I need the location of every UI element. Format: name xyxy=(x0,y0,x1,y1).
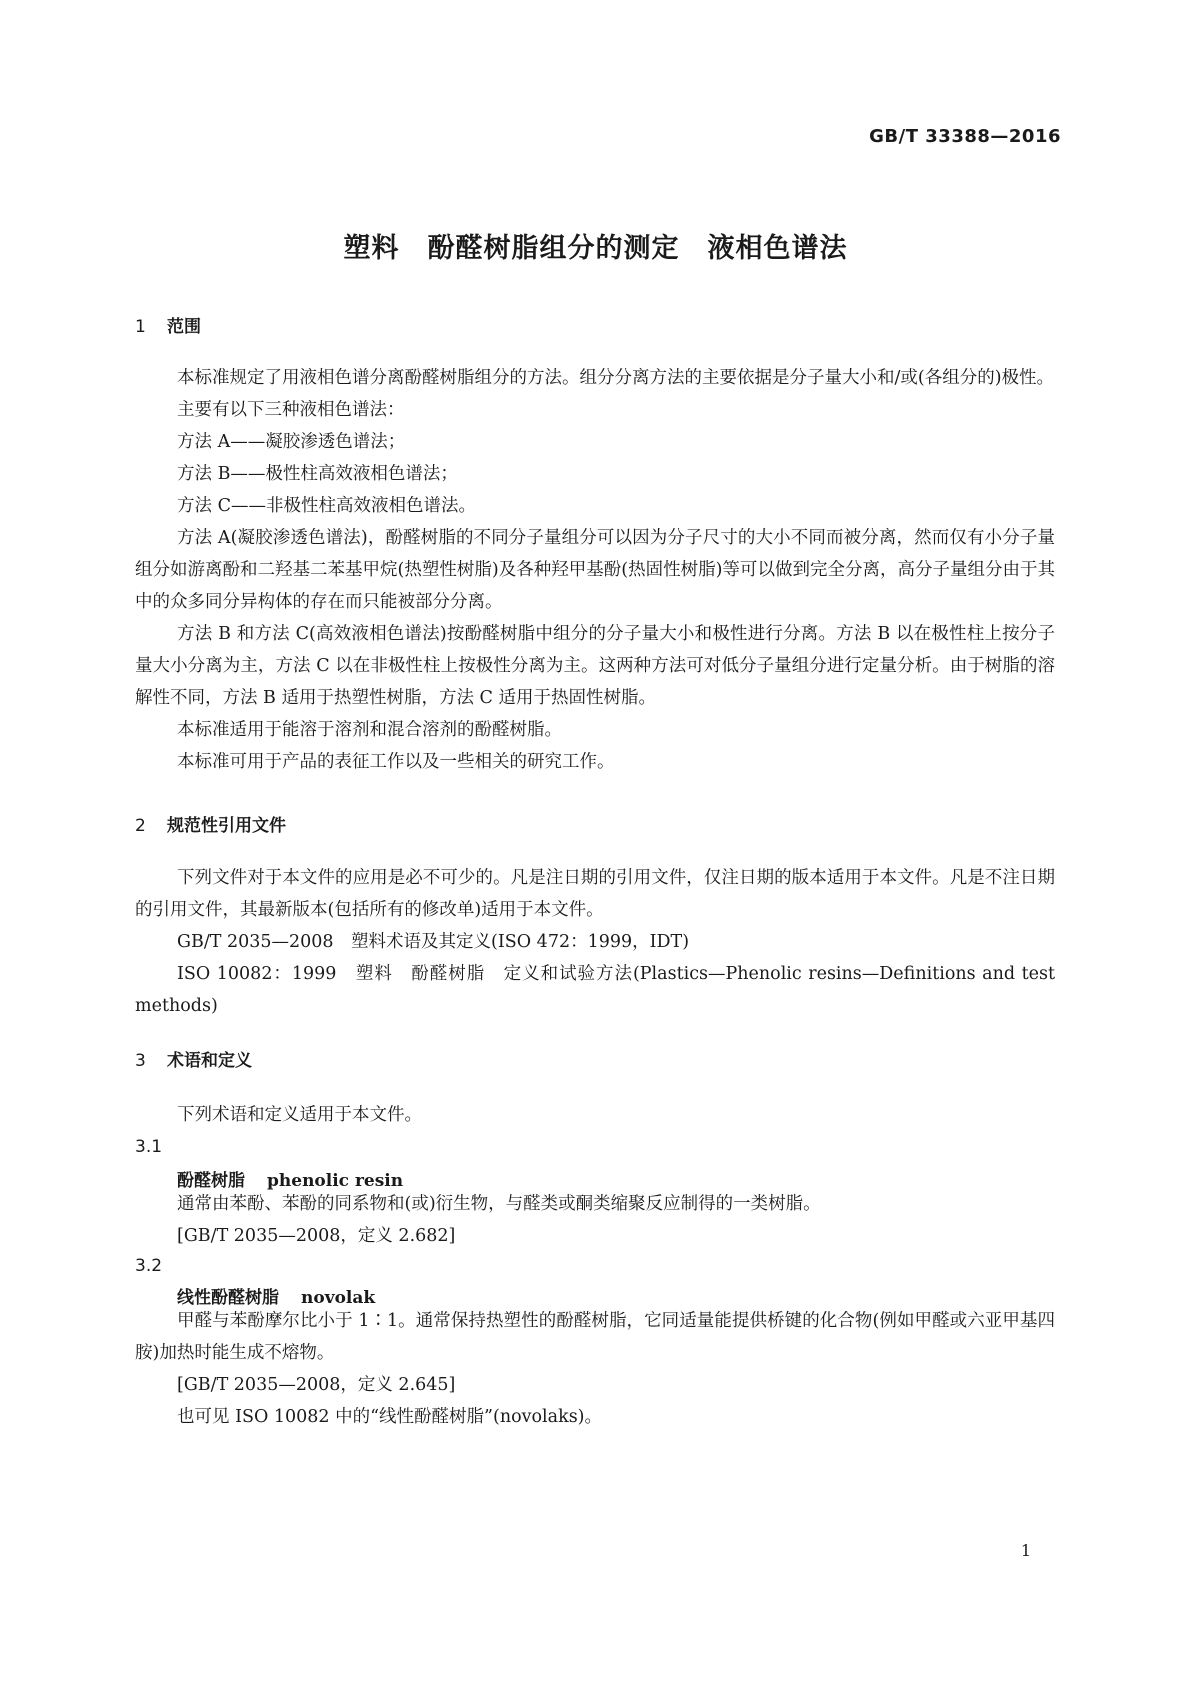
section-1-body xyxy=(135,362,1055,778)
reference-item: GB/T 2035—2008 塑料术语及其定义(ISO 472：1999，IDT) xyxy=(177,932,690,952)
term-source: [GB/T 2035—2008，定义 2.682] xyxy=(177,1226,456,1246)
paragraph: 下列术语和定义适用于本文件。 xyxy=(177,1105,422,1125)
page-number: 1 xyxy=(1020,1541,1031,1560)
section-number: 3 xyxy=(135,1051,146,1071)
paragraph: 本标准可用于产品的表征工作以及一些相关的研究工作。 xyxy=(177,752,615,772)
section-2-body xyxy=(135,862,1055,1022)
term-definition: 通常由苯酚、苯酚的同系物和(或)衍生物，与醛类或酮类缩聚反应制得的一类树脂。 xyxy=(177,1194,821,1214)
method-item: 方法 A——凝胶渗透色谱法； xyxy=(177,432,406,452)
paragraph: 主要有以下三种液相色谱法： xyxy=(177,400,405,420)
paragraph: 方法 A(凝胶渗透色谱法)，酚醛树脂的不同分子量组分可以因为分子尺寸的大小不同而被分离，然而仅有小分子量组分如游离酚和二羟基二苯基甲烷(热塑性树脂)及各种羟甲基酚(热固性树脂)等可以做到完全分离，高分子量组分由于其中的众多同分异构体的存在而只能被部分分离。 xyxy=(135,528,1055,612)
section-title: 范围 xyxy=(167,317,201,337)
term-number: 3.2 xyxy=(135,1256,163,1276)
method-item: 方法 C——非极性柱高效液相色谱法。 xyxy=(177,496,476,516)
paragraph: 本标准适用于能溶于溶剂和混合溶剂的酚醛树脂。 xyxy=(177,720,562,740)
reference-item: ISO 10082：1999 塑料 酚醛树脂 定义和试验方法(Plastics—Phenolic resins—Definitions and test methods) xyxy=(135,964,1055,1016)
section-number: 1 xyxy=(135,317,146,337)
section-3-heading xyxy=(135,1046,252,1071)
term-cn: 线性酚醛树脂 xyxy=(177,1288,279,1308)
paragraph: 下列文件对于本文件的应用是必不可少的。凡是注日期的引用文件，仅注日期的版本适用于本文件。凡是不注日期的引用文件，其最新版本(包括所有的修改单)适用于本文件。 xyxy=(135,868,1055,920)
term-cn: 酚醛树脂 xyxy=(177,1171,245,1191)
paragraph: 本标准规定了用液相色谱分离酚醛树脂组分的方法。组分分离方法的主要依据是分子量大小和/或(各组分的)极性。 xyxy=(177,368,1055,388)
section-1-heading xyxy=(135,312,201,337)
method-item: 方法 B——极性柱高效液相色谱法； xyxy=(177,464,458,484)
section-title: 术语和定义 xyxy=(167,1051,252,1071)
section-3-intro xyxy=(135,1099,1055,1131)
section-2-heading xyxy=(135,811,286,836)
term-note: 也可见 ISO 10082 中的“线性酚醛树脂”(novolaks)。 xyxy=(177,1407,602,1427)
term-body xyxy=(135,1305,1055,1433)
section-title: 规范性引用文件 xyxy=(167,816,286,836)
term-en: phenolic resin xyxy=(267,1171,404,1191)
standard-code: GB/T 33388—2016 xyxy=(869,126,1061,147)
term-en: novolak xyxy=(301,1288,376,1308)
term-number: 3.1 xyxy=(135,1137,163,1157)
term-definition: 甲醛与苯酚摩尔比小于 1∶1。通常保持热塑性的酚醛树脂，它同适量能提供桥键的化合物(例如甲醛或六亚甲基四胺)加热时能生成不熔物。 xyxy=(135,1311,1055,1363)
term-source: [GB/T 2035—2008，定义 2.645] xyxy=(177,1375,456,1395)
term-body xyxy=(135,1188,1055,1252)
page-title: 塑料 酚醛树脂组分的测定 液相色谱法 xyxy=(343,233,848,264)
section-number: 2 xyxy=(135,816,146,836)
paragraph: 方法 B 和方法 C(高效液相色谱法)按酚醛树脂中组分的分子量大小和极性进行分离。方法 B 以在极性柱上按分子量大小分离为主，方法 C 以在非极性柱上按极性分离为主。这两种方法可对低分子量组分进行定量分析。由于树脂的溶解性不同，方法 B 适用于热塑性树脂，方法 C 适用于热固性树脂。 xyxy=(135,624,1055,708)
